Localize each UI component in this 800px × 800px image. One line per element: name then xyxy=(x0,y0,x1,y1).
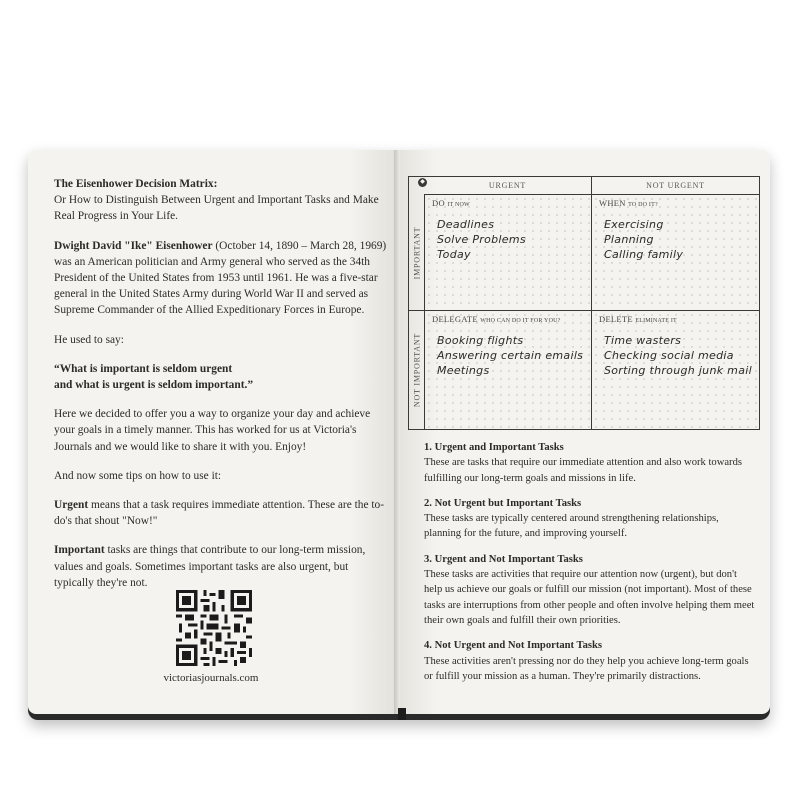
quote-line-1: “What is important is seldom urgent xyxy=(54,362,233,375)
right-text-column xyxy=(424,440,756,684)
used-to-say: He used to say: xyxy=(54,333,124,346)
list-item: Calling family xyxy=(604,248,684,261)
row-header-not-important xyxy=(409,311,425,429)
ribbon-bookmark xyxy=(398,708,406,720)
list-item: Time wasters xyxy=(604,334,682,347)
urgent-term: Urgent xyxy=(54,499,89,512)
quadrant-do-label: DO IT NOW xyxy=(432,198,470,208)
list-item: Exercising xyxy=(604,218,664,231)
quadrant-delegate[interactable] xyxy=(425,311,592,429)
quadrant-when-items xyxy=(604,217,683,262)
col-header-not-urgent: NOT URGENT xyxy=(592,177,759,195)
urgent-text: means that a task requires immediate attention. These are the to-do's that shout "Now!" xyxy=(54,499,385,528)
section-1-title: 1. Urgent and Important Tasks xyxy=(424,442,564,453)
section-2-text: These tasks are typically centered around strengthening relationships, planning for the future, and improving yourself. xyxy=(424,513,719,540)
quadrant-delegate-label: DELEGATE WHO CAN DO IT FOR YOU? xyxy=(432,314,561,324)
quadrant-delete[interactable] xyxy=(592,311,759,429)
left-text-column xyxy=(54,176,390,604)
intro-paragraph: Here we decided to offer you a way to organize your day and achieve your goals in a timely manner. This has worked for us at Victoria's Journals and we would like to share it with you. Enjoy! xyxy=(54,408,371,453)
section-4-text: These activities aren't pressing nor do they help you achieve long-term goals or fulfill your mission as a human. They're primarily distractions. xyxy=(424,655,749,682)
important-text: tasks are things that contribute to our long-term mission, values and goals. Sometimes important tasks are also urgent, but typically they're not. xyxy=(54,544,366,589)
list-item: Checking social media xyxy=(604,349,734,362)
matrix-subtitle: Or How to Distinguish Between Urgent and Important Tasks and Make Real Progress in Your Life. xyxy=(54,194,379,223)
list-item: Booking flights xyxy=(437,334,524,347)
list-item: Deadlines xyxy=(437,218,495,231)
bio-paragraph xyxy=(54,238,390,319)
website-link[interactable]: victoriasjournals.com xyxy=(163,672,259,684)
important-paragraph xyxy=(54,542,390,591)
list-item: Sorting through junk mail xyxy=(604,364,752,377)
row-header-not-important-label: NOT IMPORTANT xyxy=(412,332,421,408)
list-item: Answering certain emails xyxy=(437,349,584,362)
bio-text: (October 14, 1890 – March 28, 1969) was an American politician and Army general who served as the 34th President of the United States from 1953 until 1961. He was a five-star general in the United States Army during World War II and served as Supreme Commander of the Allied Expeditionary Forces in Europe. xyxy=(54,239,387,317)
qr-code-icon[interactable] xyxy=(176,590,252,666)
quadrant-do-items xyxy=(437,217,526,262)
urgent-paragraph xyxy=(54,497,390,529)
row-header-important-label: IMPORTANT xyxy=(412,226,421,279)
tips-intro: And now some tips on how to use it: xyxy=(54,469,222,482)
bio-name: Dwight David "Ike" Eisenhower xyxy=(54,239,213,252)
section-3-text: These tasks are activities that require our attention now (urgent), but don't help us achieve our goals or fulfill our mission (not important). Most of these tasks are interruptions from other people and often involve helping them meet their own goals and fulfill their own priorities. xyxy=(424,569,755,626)
quote-line-2: and what is urgent is seldom important.” xyxy=(54,379,254,392)
quadrant-delete-label: DELETE ELIMINATE IT xyxy=(599,314,677,324)
row-header-important xyxy=(409,195,425,311)
quadrant-do[interactable] xyxy=(425,195,592,311)
list-item: Meetings xyxy=(437,364,490,377)
quadrant-when-label: WHEN TO DO IT? xyxy=(599,198,658,208)
section-4-title: 4. Not Urgent and Not Important Tasks xyxy=(424,640,603,652)
col-header-urgent: URGENT xyxy=(424,177,592,195)
quadrant-when[interactable] xyxy=(592,195,759,311)
list-item: Planning xyxy=(604,233,654,246)
quadrant-delegate-items xyxy=(437,333,583,378)
section-2-title: 2. Not Urgent but Important Tasks xyxy=(424,497,582,509)
section-1-text: These are tasks that require our immediate attention and also work towards fulfilling our long-term goals and missions in life. xyxy=(424,457,743,484)
quadrant-delete-items xyxy=(604,333,752,378)
matrix-title: The Eisenhower Decision Matrix: xyxy=(54,178,218,190)
info-circle-icon: ◆ xyxy=(418,178,427,187)
list-item: Today xyxy=(437,248,471,261)
left-page xyxy=(28,150,394,714)
section-3-title: 3. Urgent and Not Important Tasks xyxy=(424,553,583,565)
eisenhower-matrix xyxy=(408,176,760,430)
list-item: Solve Problems xyxy=(437,233,526,246)
important-term: Important xyxy=(54,544,105,557)
quote xyxy=(54,361,390,393)
